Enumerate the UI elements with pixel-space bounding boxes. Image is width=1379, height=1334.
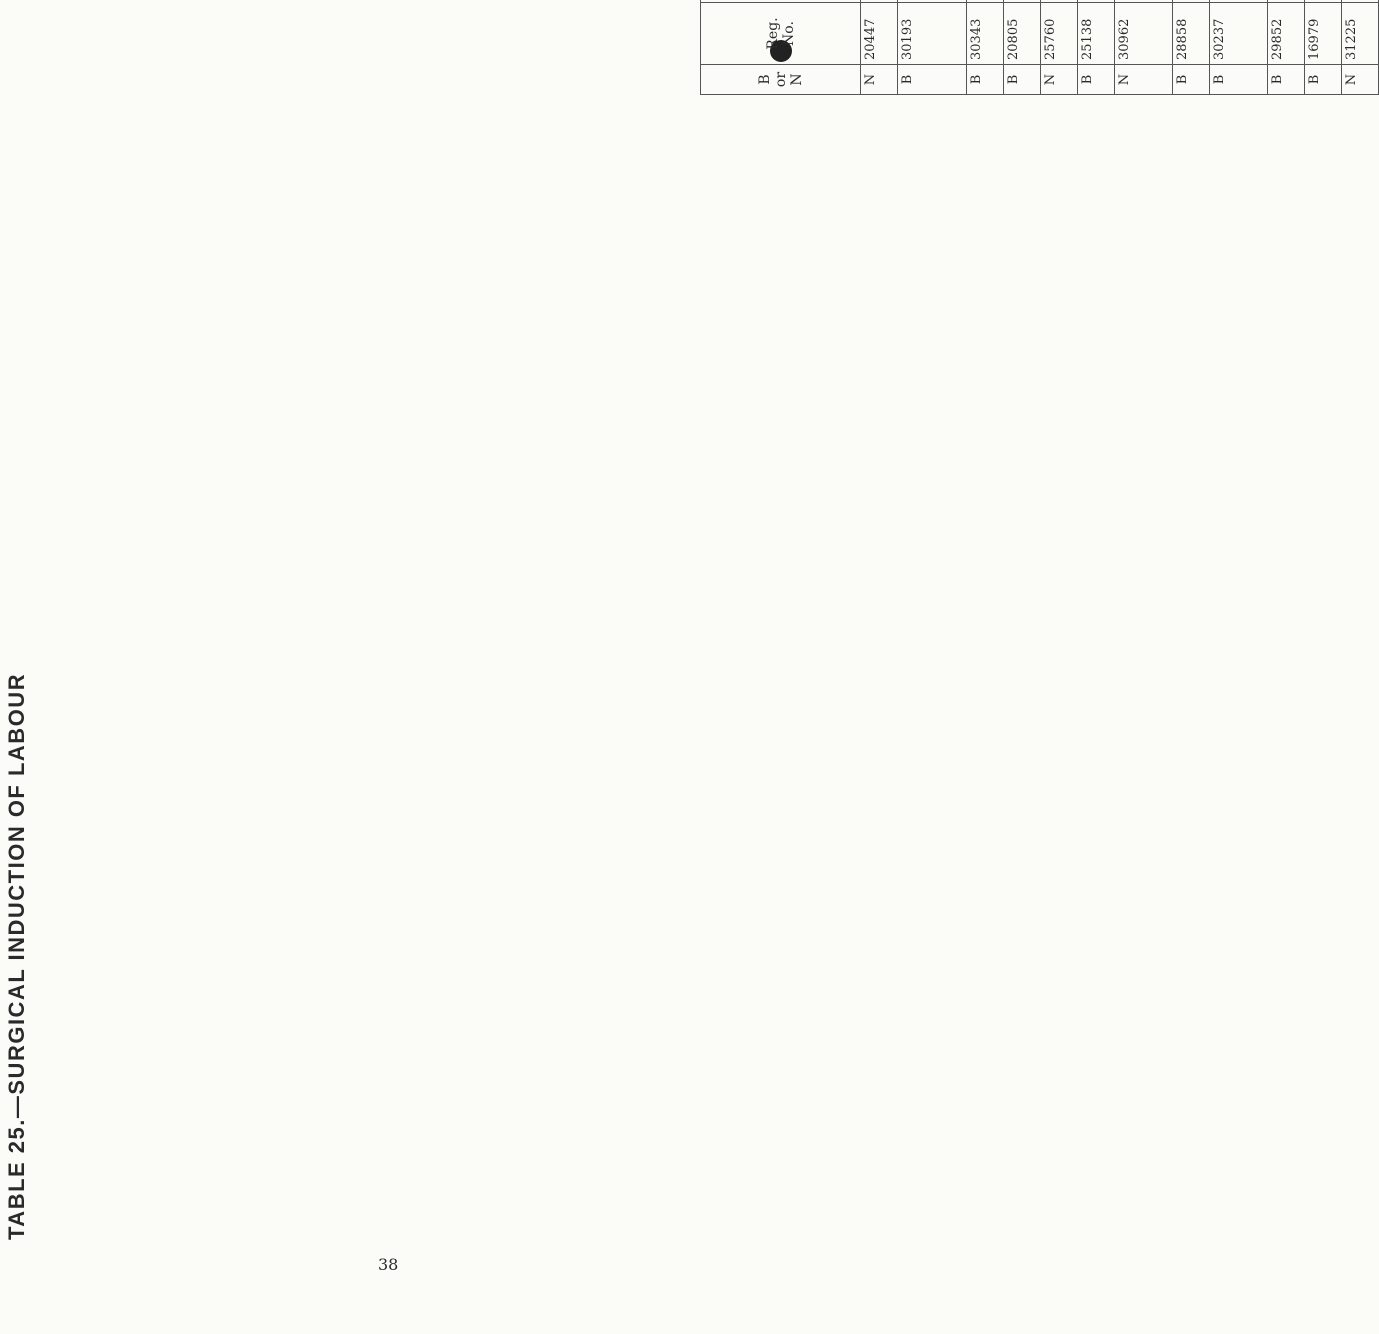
cell-age (1210, 0, 1268, 3)
table-row (1041, 0, 1078, 95)
cell-reg: 20805 (1004, 3, 1041, 65)
table-row (1115, 0, 1173, 95)
cell-age (1078, 0, 1115, 3)
cell-age (967, 0, 1004, 3)
cell-reg: 28858 (1173, 3, 1210, 65)
cell-reg: 30962 (1115, 3, 1173, 65)
table-row (1078, 0, 1115, 95)
cell-age (861, 0, 898, 3)
cell-bn: N (1115, 65, 1173, 95)
induction-table (700, 0, 1379, 95)
cell-age (1115, 0, 1173, 3)
cell-age (1268, 0, 1305, 3)
induction-table-rotated (700, 0, 1359, 95)
cell-reg: 30193 (898, 3, 967, 65)
page-title: TABLE 25.—SURGICAL INDUCTION OF LABOUR (4, 672, 29, 1240)
cell-bn: B (1305, 65, 1342, 95)
cell-bn: B (1210, 65, 1268, 95)
table-row (1173, 0, 1210, 95)
cell-age (1342, 0, 1379, 3)
col-b-or-n: B or N (701, 65, 861, 95)
table-row (861, 0, 898, 95)
cell-reg: 25760 (1041, 3, 1078, 65)
cell-reg: 25138 (1078, 3, 1115, 65)
cell-reg: 16979 (1305, 3, 1342, 65)
cell-reg: 30237 (1210, 3, 1268, 65)
table-row (1210, 0, 1268, 95)
cell-bn: B (1004, 65, 1041, 95)
cell-age (1004, 0, 1041, 3)
cell-bn: N (1041, 65, 1078, 95)
cell-bn: N (861, 65, 898, 95)
cell-reg: 30343 (967, 3, 1004, 65)
cell-bn: N (1342, 65, 1379, 95)
table-row (1342, 0, 1379, 95)
table-row (1305, 0, 1342, 95)
table-row (967, 0, 1004, 95)
cell-bn: B (1173, 65, 1210, 95)
col-age (701, 0, 861, 3)
cell-reg: 20447 (861, 3, 898, 65)
cell-bn: B (967, 65, 1004, 95)
cell-age (898, 0, 967, 3)
cell-reg: 31225 (1342, 3, 1379, 65)
table-row (1268, 0, 1305, 95)
cell-bn: B (898, 65, 967, 95)
table-row (1004, 0, 1041, 95)
cell-age (1305, 0, 1342, 3)
cell-reg: 29852 (1268, 3, 1305, 65)
cell-bn: B (1268, 65, 1305, 95)
col-reg-no: Reg. No. (701, 3, 861, 65)
page-number: 38 (378, 1255, 399, 1274)
cell-age (1041, 0, 1078, 3)
cell-age (1173, 0, 1210, 3)
table-row (898, 0, 967, 95)
cell-bn: B (1078, 65, 1115, 95)
